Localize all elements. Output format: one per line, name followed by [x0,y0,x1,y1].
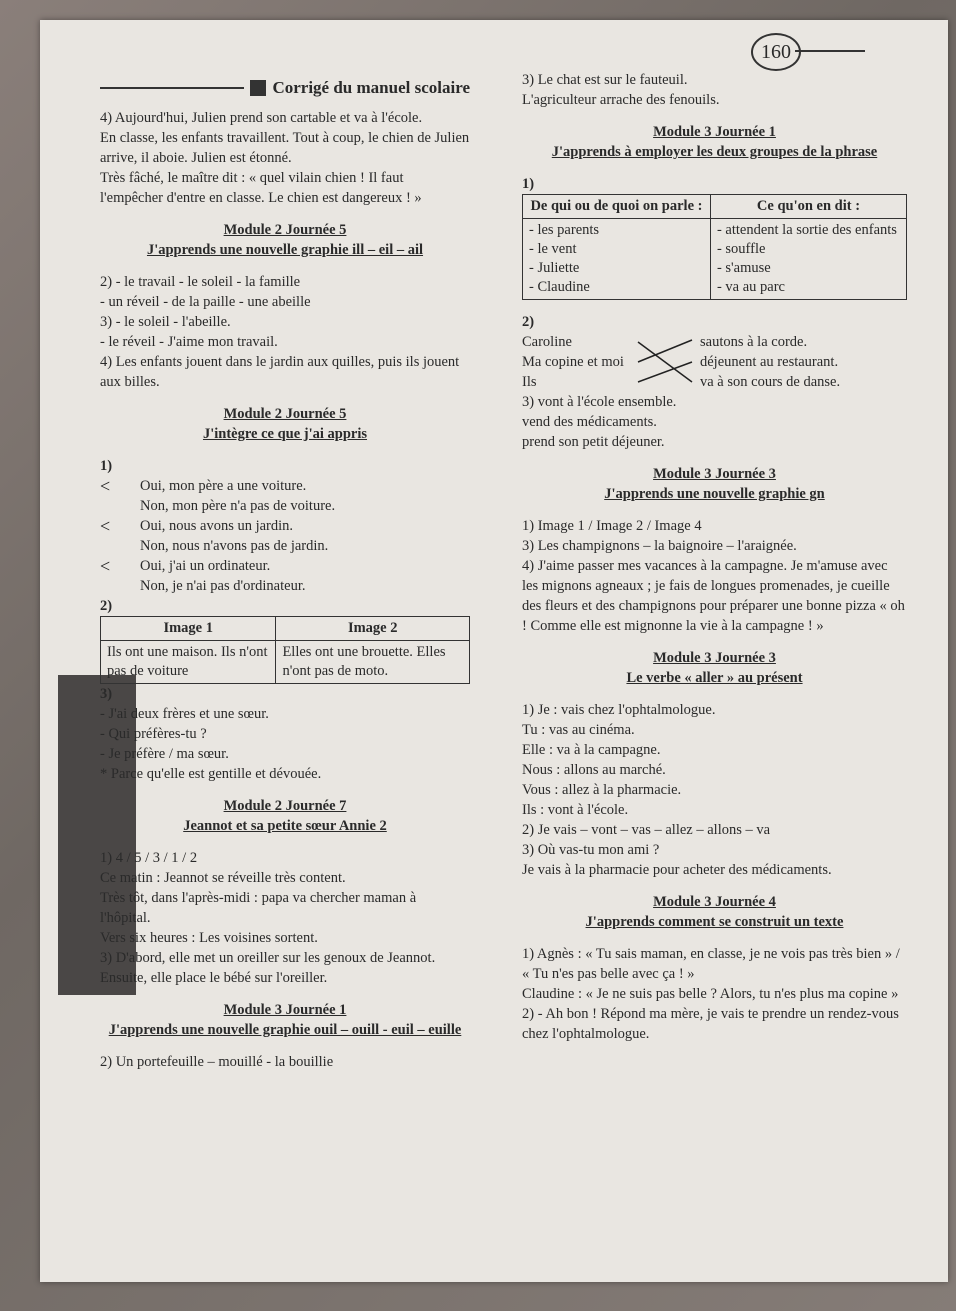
section-subheading: Le verbe « aller » au présent [626,670,803,686]
answer-line: 3) Où vas-tu mon ami ? [522,842,660,858]
answer-line: 1) Agnès : « Tu sais maman, en classe, je ne vois pas très bien » / « Tu n'es pas belle avec ça ! » [522,946,900,982]
answer-line: 3) Le chat est sur le fauteuil. [522,72,688,88]
pair-line: Non, mon père n'a pas de voiture. [140,498,336,514]
match-right-item: va à son cours de danse. [700,374,841,390]
match-right-item: sautons à la corde. [700,334,808,350]
matching-exercise [522,332,907,392]
pair-line: Non, je n'ai pas d'ordinateur. [140,578,306,594]
crossing-arrows-icon [636,332,696,392]
left-column [100,78,470,1072]
answer-line: 1) 4 / 5 / 3 / 1 / 2 [100,850,198,866]
section-heading: Module 2 Journée 7 [223,798,347,814]
intro-paragraph-1: En classe, les enfants travaillent. Tout à coup, le chien de Julien arrive, il aboie. Julien est étonné. [100,130,470,166]
answer-line: prend son petit déjeuner. [522,434,665,450]
right-column [522,70,907,1044]
answer-line: 2) Je vais – vont – vas – allez – allons – va [522,822,771,838]
table-header: Ce qu'on en dit : [710,195,906,219]
answer-line: 3) - le soleil - l'abeille. [100,314,231,330]
intro-paragraph-2: Très fâché, le maître dit : « quel vilain chien ! Il faut l'empêcher d'entre en classe. Le chien est dangereux ! » [100,170,422,206]
answer-line: 1) Je : vais chez l'ophtalmologue. [522,702,716,718]
answer-line: Je vais à la pharmacie pour acheter des médicaments. [522,862,832,878]
answer-line: 3) D'abord, elle met un oreiller sur les genoux de Jeannot. [100,950,436,966]
section-subheading: J'intègre ce que j'ai appris [202,426,368,442]
question-number: 2) [100,598,113,614]
cell-line: - s'amuse [716,260,771,276]
section-heading: Module 2 Journée 5 [223,222,347,238]
cell-line: - les parents [529,222,600,238]
section-subheading: J'apprends une nouvelle graphie ouil – ouill - euil – euille [108,1022,462,1038]
table-header: Image 2 [276,617,470,641]
answer-line: 2) Un portefeuille – mouillé - la bouillie [100,1054,334,1070]
pair-line: Oui, mon père a une voiture. [140,478,307,494]
sentence-groups-table [522,194,907,300]
header-title: Corrigé du manuel scolaire [272,78,470,97]
match-left-item: Ils [522,374,537,390]
answer-line: Ils : vont à l'école. [522,802,629,818]
answer-line: L'agriculteur arrache des fenouils. [522,92,720,108]
answer-line: 3) Les champignons – la baignoire – l'araignée. [522,538,797,554]
header-rule [100,87,244,89]
table-header: De qui ou de quoi on parle : [523,195,711,219]
answer-line: Tu : vas au cinéma. [522,722,635,738]
answer-line: Claudine : « Je ne suis pas belle ? Alors, tu n'es plus ma copine » [522,986,899,1002]
question-number: 1) [100,458,113,474]
match-left-item: Ma copine et moi [522,354,624,370]
section-heading: Module 3 Journée 4 [653,894,776,910]
section-subheading: J'apprends une nouvelle graphie gn [604,486,825,502]
cell-line: - Claudine [529,279,590,295]
answer-line: - J'ai deux frères et une sœur. [100,706,269,722]
pair-line: Non, nous n'avons pas de jardin. [140,538,329,554]
answer-line: Vous : allez à la pharmacie. [522,782,682,798]
table-cell: Elles ont une brouette. Elles n'ont pas de moto. [276,641,470,684]
table-cell [710,219,906,300]
section-heading: Module 3 Journée 3 [653,466,776,482]
section-subheading: Jeannot et sa petite sœur Annie 2 [183,818,387,834]
answer-line: - Je préfère / ma sœur. [100,746,229,762]
table-cell: Ils ont une maison. Ils n'ont pas de voiture [101,641,276,684]
cell-line: - va au parc [716,279,785,295]
section-subheading: J'apprends une nouvelle graphie ill – eil – ail [146,242,424,258]
cell-line: - attendent la sortie des enfants [716,222,897,238]
answer-line: * Parce qu'elle est gentille et dévouée. [100,766,322,782]
pair-line: Oui, j'ai un ordinateur. [140,558,271,574]
cell-line: - souffle [716,241,766,257]
answer-line: Très tôt, dans l'après-midi : papa va chercher maman à l'hôpital. [100,890,417,926]
answer-line: vend des médicaments. [522,414,657,430]
pair-line: Oui, nous avons un jardin. [140,518,294,534]
answer-line: - Qui préfères-tu ? [100,726,207,742]
section-heading: Module 3 Journée 1 [223,1002,347,1018]
answer-line: Ce matin : Jeannot se réveille très content. [100,870,346,886]
match-left-item: Caroline [522,334,572,350]
answer-line: 4) J'aime passer mes vacances à la campagne. Je m'amuse avec les mignons agneaux ; je fais de longues promenades, je cueille des fleurs et des champignons pour préparer une bonne pizza « oh ! Comme elle est mignonne la vie à la campagne ! » [522,558,905,634]
answer-line: 4) Les enfants jouent dans le jardin aux quilles, puis ils jouent aux billes. [100,354,460,390]
question-number: 2) [522,314,535,330]
question-number: 3) [100,686,113,702]
answer-line: 2) - Ah bon ! Répond ma mère, je vais te prendre un rendez-vous chez l'ophtalmologue. [522,1006,899,1042]
image-table [100,616,470,684]
answer-line: Elle : va à la campagne. [522,742,661,758]
header-square-icon [250,80,266,96]
answer-line: 2) - le travail - le soleil - la famille [100,274,301,290]
table-header: Image 1 [101,617,276,641]
answer-line: Ensuite, elle place le bébé sur l'oreiller. [100,970,328,986]
section-heading: Module 3 Journée 1 [653,124,776,140]
section-subheading: J'apprends à employer les deux groupes de la phrase [551,144,878,160]
answer-line: 1) Image 1 / Image 2 / Image 4 [522,518,702,534]
bracket-arrows-icon: < < < [100,476,111,576]
answer-line: - le réveil - J'aime mon travail. [100,334,278,350]
page-header [100,78,470,98]
answer-line: - un réveil - de la paille - une abeille [100,294,311,310]
yes-no-pairs [100,476,470,596]
match-right-item: déjeunent au restaurant. [700,354,839,370]
section-heading: Module 3 Journée 3 [653,650,776,666]
cell-line: - Juliette [529,260,580,276]
page-number-rule [795,50,865,52]
section-subheading: J'apprends comment se construit un texte [585,914,844,930]
answer-line: Nous : allons au marché. [522,762,666,778]
answer-line: 3) vont à l'école ensemble. [522,394,677,410]
answer-line: Vers six heures : Les voisines sortent. [100,930,318,946]
cell-line: - le vent [529,241,577,257]
page-number: 160 [751,33,801,71]
table-cell [523,219,711,300]
section-heading: Module 2 Journée 5 [223,406,347,422]
intro-q4: 4) Aujourd'hui, Julien prend son cartable et va à l'école. [100,110,423,126]
question-number: 1) [522,176,535,192]
